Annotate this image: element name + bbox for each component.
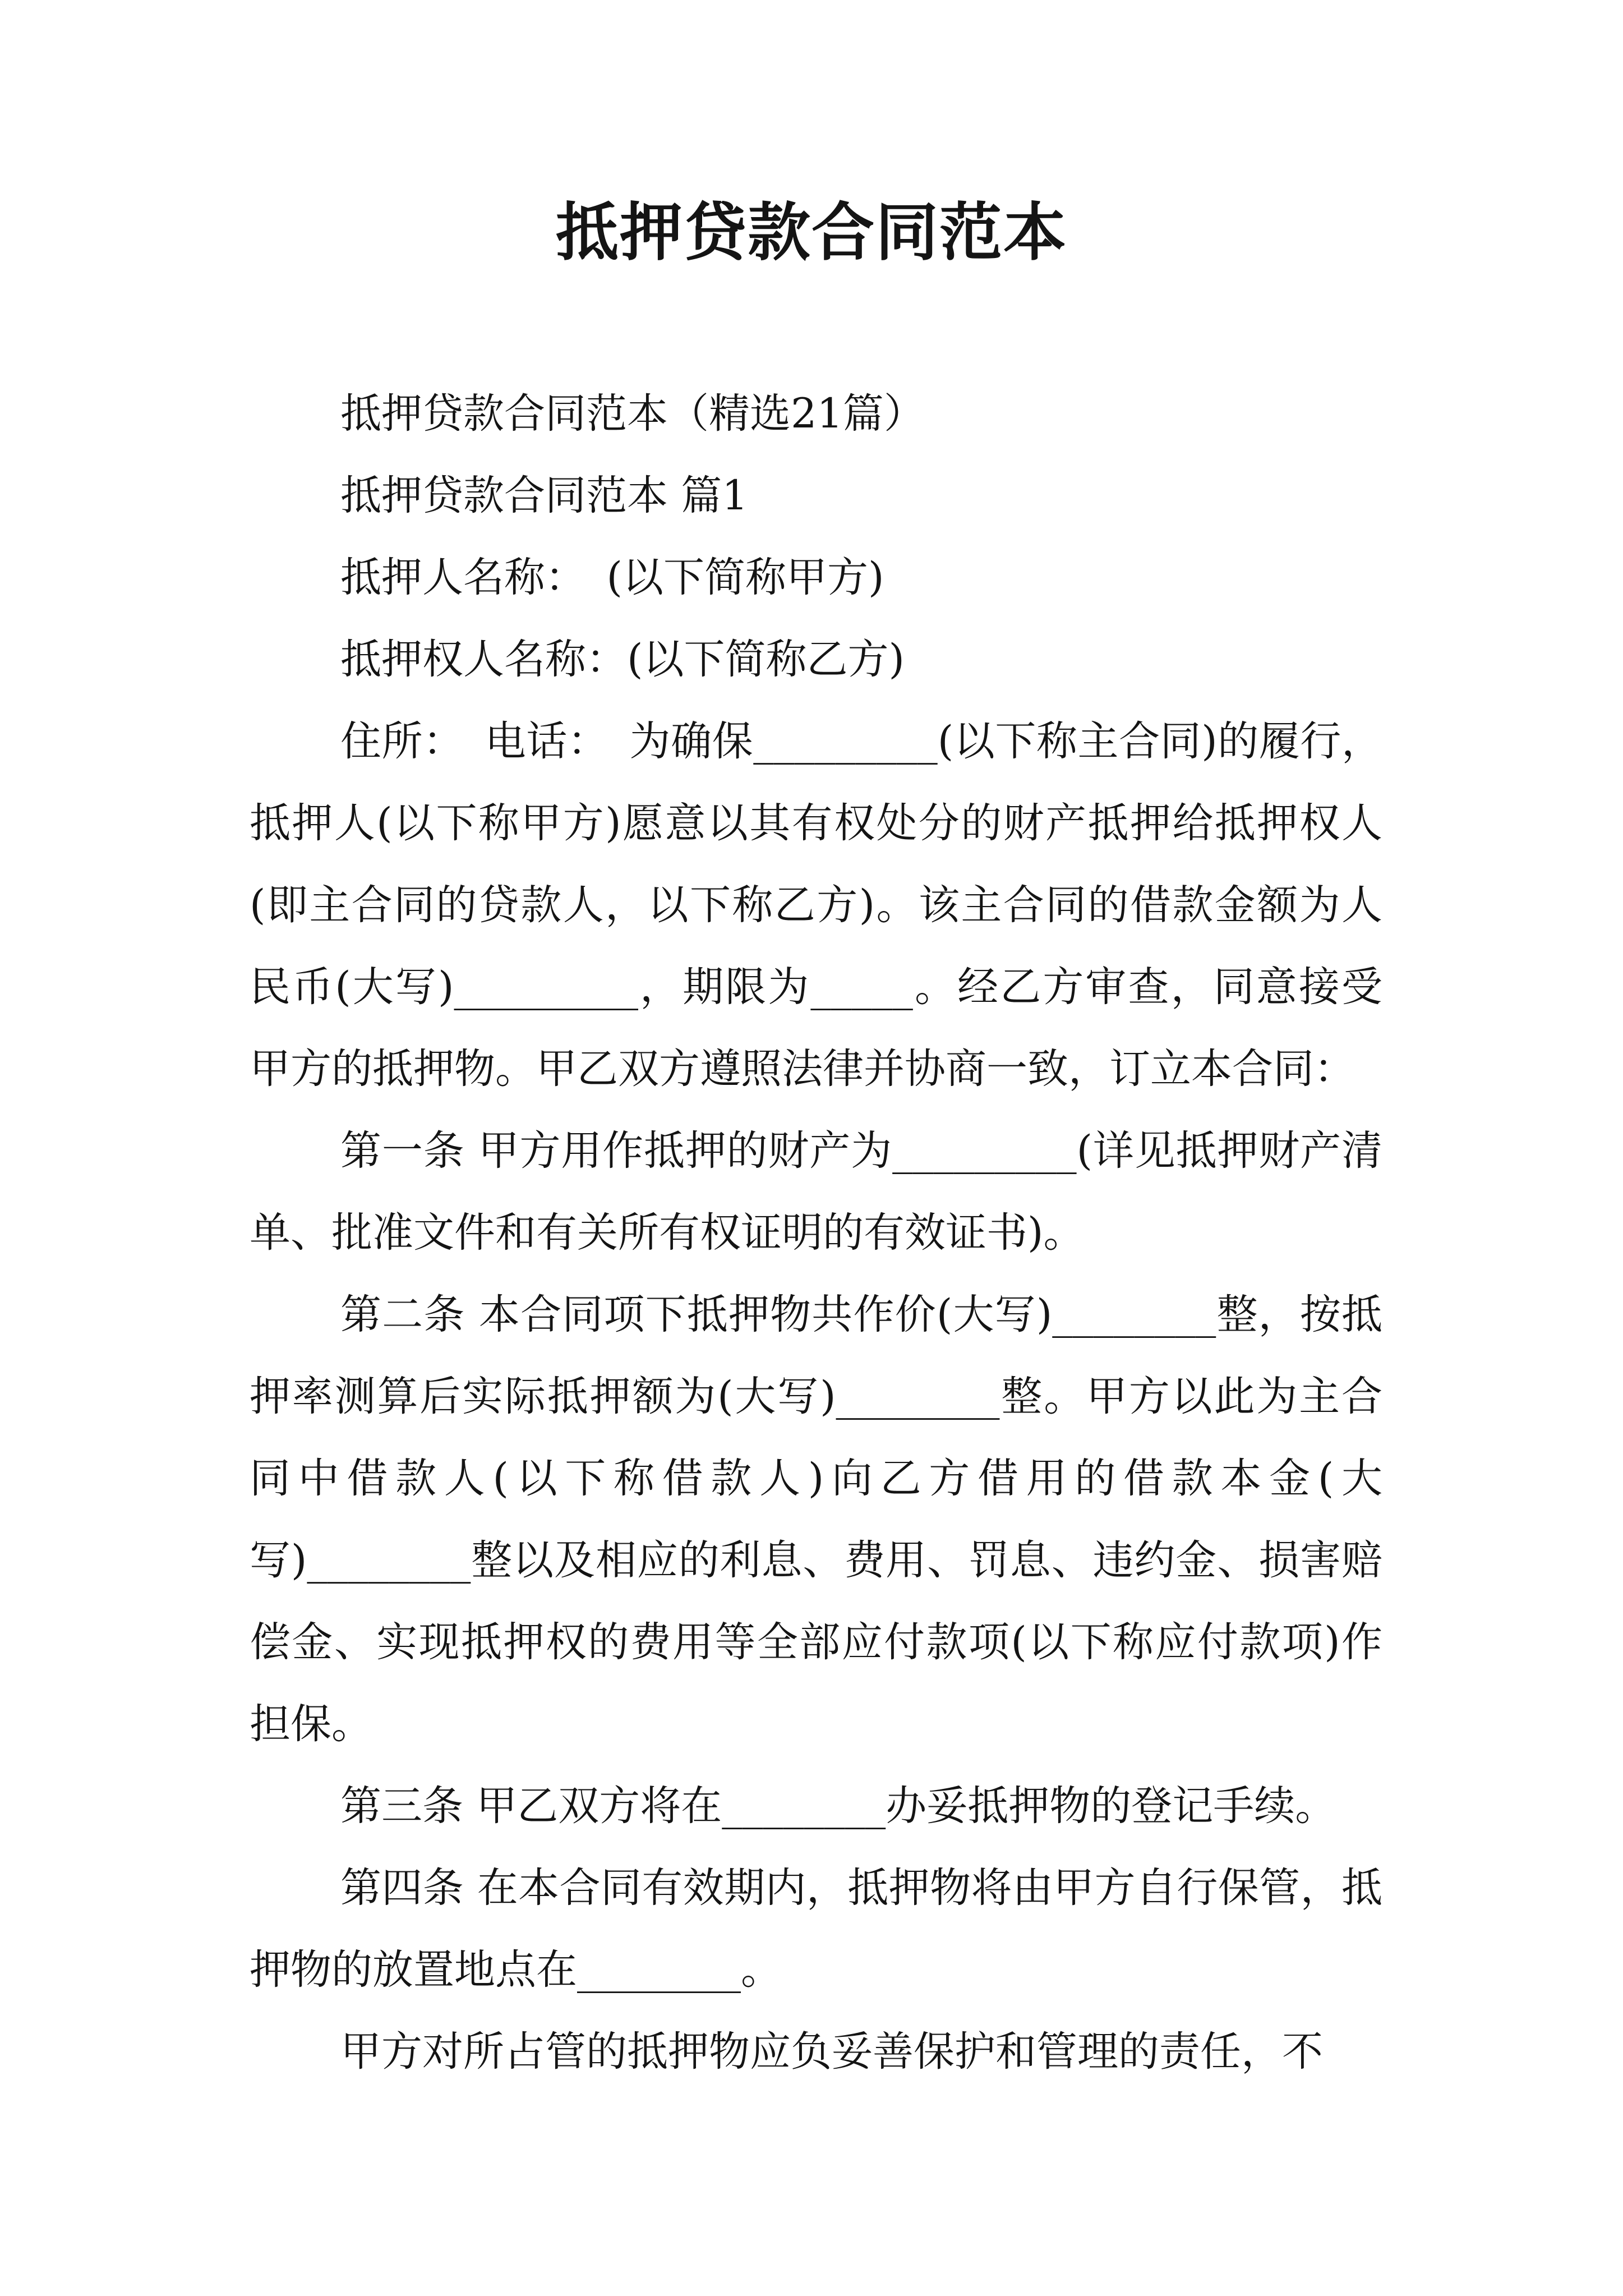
paragraph-mortgagor-name: 抵押人名称： (以下简称甲方): [340, 554, 884, 601]
paragraph-article-4: 第四条 在本合同有效期内，抵押物将由甲方自行保管，抵押物的放置地点在________。: [250, 1864, 1382, 1994]
paragraph-mortgagee-name: 抵押权人名称：(以下简称乙方): [340, 636, 905, 683]
paragraph-custody-duty: 甲方对所占管的抵押物应负妥善保护和管理的责任，不: [340, 2028, 1323, 2076]
document-title: 抵押贷款合同范本: [556, 196, 1067, 269]
paragraph-section-heading: 抵押贷款合同范本 篇1: [340, 472, 748, 519]
paragraph-article-3: 第三条 甲乙双方将在________办妥抵押物的登记手续。: [340, 1782, 1336, 1830]
paragraph-preamble: 住所： 电话： 为确保_________(以下称主合同)的履行，抵押人(以下称甲方)愿意以其有权处分的财产抵押给抵押权人(即主合同的贷款人，以下称乙方)。该主合同的借款金额为人民币(大写)_________，期限为_____。经乙方审查，同意接受甲方的抵押物。甲乙双方遵照法律并协商一致，订立本合同：: [250, 717, 1382, 1093]
paragraph-article-1: 第一条 甲方用作抵押的财产为_________(详见抵押财产清单、批准文件和有关所有权证明的有效证书)。: [250, 1127, 1382, 1257]
document-body: [250, 373, 1382, 2093]
paragraph-article-2: 第二条 本合同项下抵押物共作价(大写)________整，按抵押率测算后实际抵押额为(大写)________整。甲方以此为主合同中借款人(以下称借款人)向乙方借用的借款本金(大写)________整以及相应的利息、费用、罚息、违约金、损害赔偿金、实现抵押权的费用等全部应付款项(以下称应付款项)作担保。: [250, 1291, 1382, 1748]
paragraph-subtitle: 抵押贷款合同范本（精选21篇）: [340, 390, 925, 438]
